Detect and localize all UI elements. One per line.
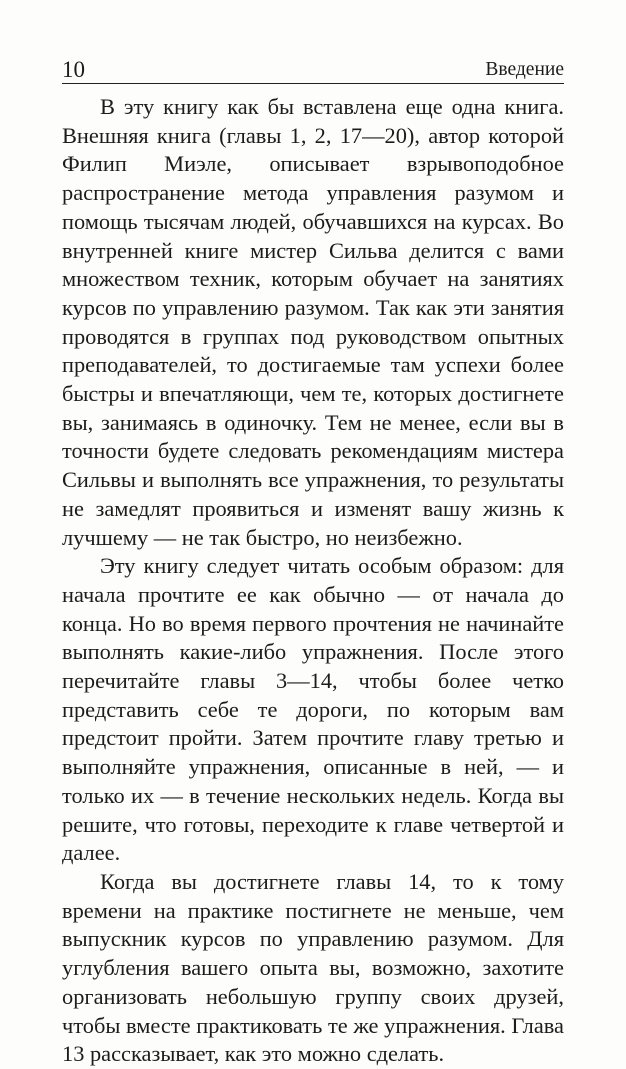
- paragraph-1: В эту книгу как бы вставлена еще одна книга. Внешняя книга (главы 1, 2, 17—20), автор которой Филип Миэле, описывает взрывоподобное распространение метода управления разумом и помощь тысячам людей, обучавшихся на курсах. Во внутренней книге мистер Сильва делится с вами множеством техник, которым обучает на занятиях курсов по управлению разумом. Так как эти занятия проводятся в группах под руководством опытных преподавателей, то достигаемые там успехи более быстры и впечатляющи, чем те, которых достигнете вы, занимаясь в одиночку. Тем не менее, если вы в точности будете следовать рекомендациям мистера Сильвы и выполнять все упражнения, то результаты не замедлят проявиться и изменят вашу жизнь к лучшему — не так быстро, но неизбежно.: [62, 94, 564, 550]
- page-number: 10: [62, 57, 85, 82]
- running-head: Введение: [485, 59, 564, 80]
- page-header: [62, 52, 564, 82]
- paragraph-3: Когда вы достигнете главы 14, то к тому времени на практике постигнете не меньше, чем выпускник курсов по управлению разумом. Для углубления вашего опыта вы, возможно, захотите организовать небольшую группу своих друзей, чтобы вместе практиковать те же упражнения. Глава 13 рассказывает, как это можно сделать.: [62, 868, 564, 1067]
- body-text: [62, 93, 564, 1069]
- header-divider: [62, 83, 564, 84]
- paragraph-2: Эту книгу следует читать особым образом: для начала прочтите ее как обычно — от начала до конца. Но во время первого прочтения не начинайте выполнять какие-либо упражнения. После этого перечитайте главы 3—14, чтобы более четко представить себе те дороги, по которым вам предстоит пройти. Затем прочтите главу третью и выполняйте упражнения, описанные в ней, — и только их — в течение нескольких недель. Когда вы решите, что готовы, переходите к главе четвертой и далее.: [62, 553, 564, 866]
